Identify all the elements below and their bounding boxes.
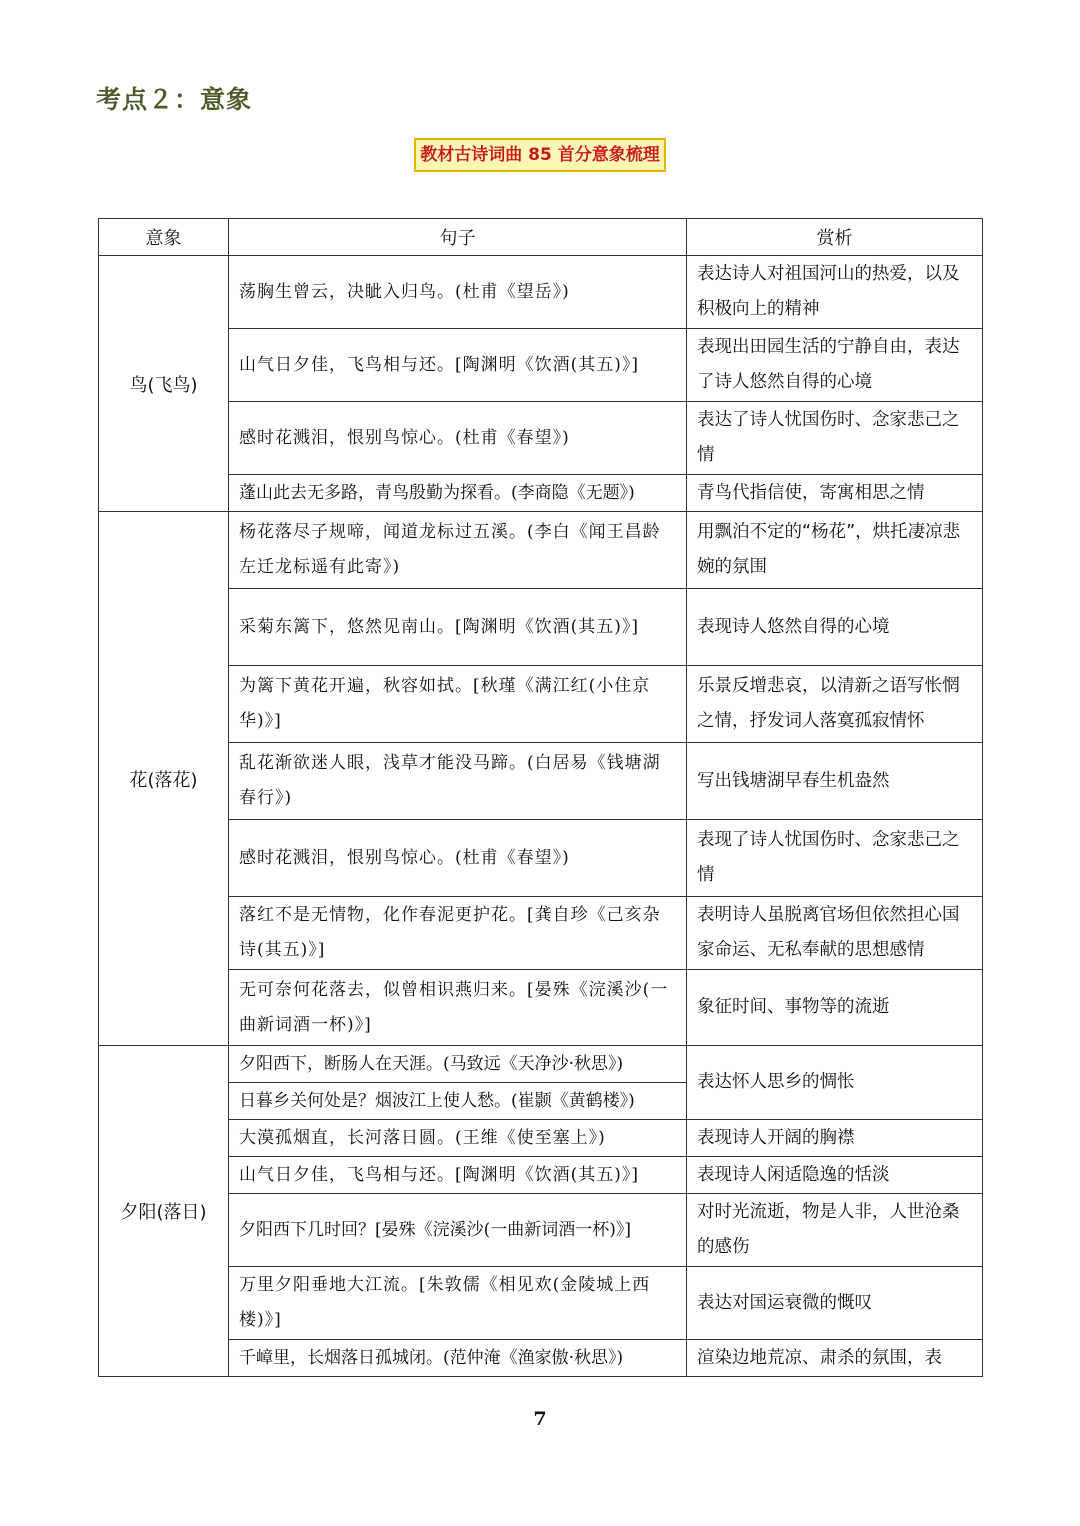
table-row bbox=[99, 329, 983, 402]
analysis-cell: 表现诗人开阔的胸襟 bbox=[687, 1120, 983, 1157]
table-row bbox=[99, 512, 983, 589]
sentence-cell: 日暮乡关何处是？烟波江上使人愁。(崔颢《黄鹤楼》) bbox=[229, 1083, 687, 1120]
table-row bbox=[99, 475, 983, 512]
table-row bbox=[99, 402, 983, 475]
analysis-cell: 写出钱塘湖早春生机盎然 bbox=[687, 743, 983, 820]
analysis-cell: 表现出田园生活的宁静自由，表达了诗人悠然自得的心境 bbox=[687, 329, 983, 402]
sentence-cell: 无可奈何花落去，似曾相识燕归来。[晏殊《浣溪沙(一曲新词酒一杯)》] bbox=[229, 970, 687, 1046]
table-header-row bbox=[99, 219, 983, 256]
table-row bbox=[99, 1157, 983, 1194]
sentence-cell: 夕阳西下，断肠人在天涯。(马致远《天净沙·秋思》) bbox=[229, 1046, 687, 1083]
sentence-cell: 万里夕阳垂地大江流。[朱敦儒《相见欢(金陵城上西楼)》] bbox=[229, 1267, 687, 1340]
table-row bbox=[99, 1120, 983, 1157]
sentence-cell: 山气日夕佳，飞鸟相与还。[陶渊明《饮酒(其五)》] bbox=[229, 329, 687, 402]
analysis-cell: 渲染边地荒凉、肃杀的氛围，表 bbox=[687, 1340, 983, 1377]
column-header-sentence: 句子 bbox=[229, 219, 687, 256]
analysis-cell: 表达对国运衰微的慨叹 bbox=[687, 1267, 983, 1340]
image-cell: 花(落花) bbox=[99, 512, 229, 1046]
sentence-cell: 落红不是无情物，化作春泥更护花。[龚自珍《己亥杂诗(其五)》] bbox=[229, 897, 687, 970]
sentence-cell: 荡胸生曾云，决眦入归鸟。(杜甫《望岳》) bbox=[229, 256, 687, 329]
table-row bbox=[99, 1194, 983, 1267]
analysis-cell: 表达怀人思乡的惆怅 bbox=[687, 1046, 983, 1120]
table-row bbox=[99, 1340, 983, 1377]
imagery-table bbox=[98, 218, 983, 1377]
sentence-cell: 山气日夕佳，飞鸟相与还。[陶渊明《饮酒(其五)》] bbox=[229, 1157, 687, 1194]
analysis-cell: 表现了诗人忧国伤时、念家悲己之情 bbox=[687, 820, 983, 897]
analysis-cell: 表现诗人悠然自得的心境 bbox=[687, 589, 983, 666]
analysis-cell: 对时光流逝，物是人非，人世沧桑的感伤 bbox=[687, 1194, 983, 1267]
section-heading: 考点２：意象 bbox=[96, 85, 253, 114]
sentence-cell: 乱花渐欲迷人眼，浅草才能没马蹄。(白居易《钱塘湖春行》) bbox=[229, 743, 687, 820]
sentence-cell: 夕阳西下几时回？[晏殊《浣溪沙(一曲新词酒一杯)》] bbox=[229, 1194, 687, 1267]
table-row bbox=[99, 589, 983, 666]
analysis-cell: 表达诗人对祖国河山的热爱，以及积极向上的精神 bbox=[687, 256, 983, 329]
sentence-cell: 千嶂里，长烟落日孤城闭。(范仲淹《渔家傲·秋思》) bbox=[229, 1340, 687, 1377]
analysis-cell: 象征时间、事物等的流逝 bbox=[687, 970, 983, 1046]
subtitle-wrapper bbox=[0, 138, 1080, 172]
column-header-image: 意象 bbox=[99, 219, 229, 256]
table-subtitle: 教材古诗词曲 85 首分意象梳理 bbox=[414, 138, 666, 172]
table-row bbox=[99, 820, 983, 897]
table-row bbox=[99, 897, 983, 970]
column-header-analysis: 赏析 bbox=[687, 219, 983, 256]
page-number: 7 bbox=[533, 1408, 547, 1430]
analysis-cell: 乐景反增悲哀，以清新之语写怅惘之情，抒发词人落寞孤寂情怀 bbox=[687, 666, 983, 743]
table-row bbox=[99, 256, 983, 329]
analysis-cell: 表明诗人虽脱离官场但依然担心国家命运、无私奉献的思想感情 bbox=[687, 897, 983, 970]
table-row bbox=[99, 1046, 983, 1083]
table-row bbox=[99, 1267, 983, 1340]
table-row bbox=[99, 970, 983, 1046]
table-row bbox=[99, 743, 983, 820]
analysis-cell: 表现诗人闲适隐逸的恬淡 bbox=[687, 1157, 983, 1194]
sentence-cell: 采菊东篱下，悠然见南山。[陶渊明《饮酒(其五)》] bbox=[229, 589, 687, 666]
sentence-cell: 杨花落尽子规啼，闻道龙标过五溪。(李白《闻王昌龄左迁龙标遥有此寄》) bbox=[229, 512, 687, 589]
sentence-cell: 为篱下黄花开遍，秋容如拭。[秋瑾《满江红(小住京华)》] bbox=[229, 666, 687, 743]
sentence-cell: 感时花溅泪，恨别鸟惊心。(杜甫《春望》) bbox=[229, 820, 687, 897]
image-cell: 鸟(飞鸟) bbox=[99, 256, 229, 512]
sentence-cell: 大漠孤烟直，长河落日圆。(王维《使至塞上》) bbox=[229, 1120, 687, 1157]
sentence-cell: 感时花溅泪，恨别鸟惊心。(杜甫《春望》) bbox=[229, 402, 687, 475]
sentence-cell: 蓬山此去无多路，青鸟殷勤为探看。(李商隐《无题》) bbox=[229, 475, 687, 512]
analysis-cell: 青鸟代指信使，寄寓相思之情 bbox=[687, 475, 983, 512]
table-row bbox=[99, 666, 983, 743]
analysis-cell: 用飘泊不定的“杨花”，烘托凄凉悲婉的氛围 bbox=[687, 512, 983, 589]
image-cell: 夕阳(落日) bbox=[99, 1046, 229, 1377]
analysis-cell: 表达了诗人忧国伤时、念家悲己之情 bbox=[687, 402, 983, 475]
